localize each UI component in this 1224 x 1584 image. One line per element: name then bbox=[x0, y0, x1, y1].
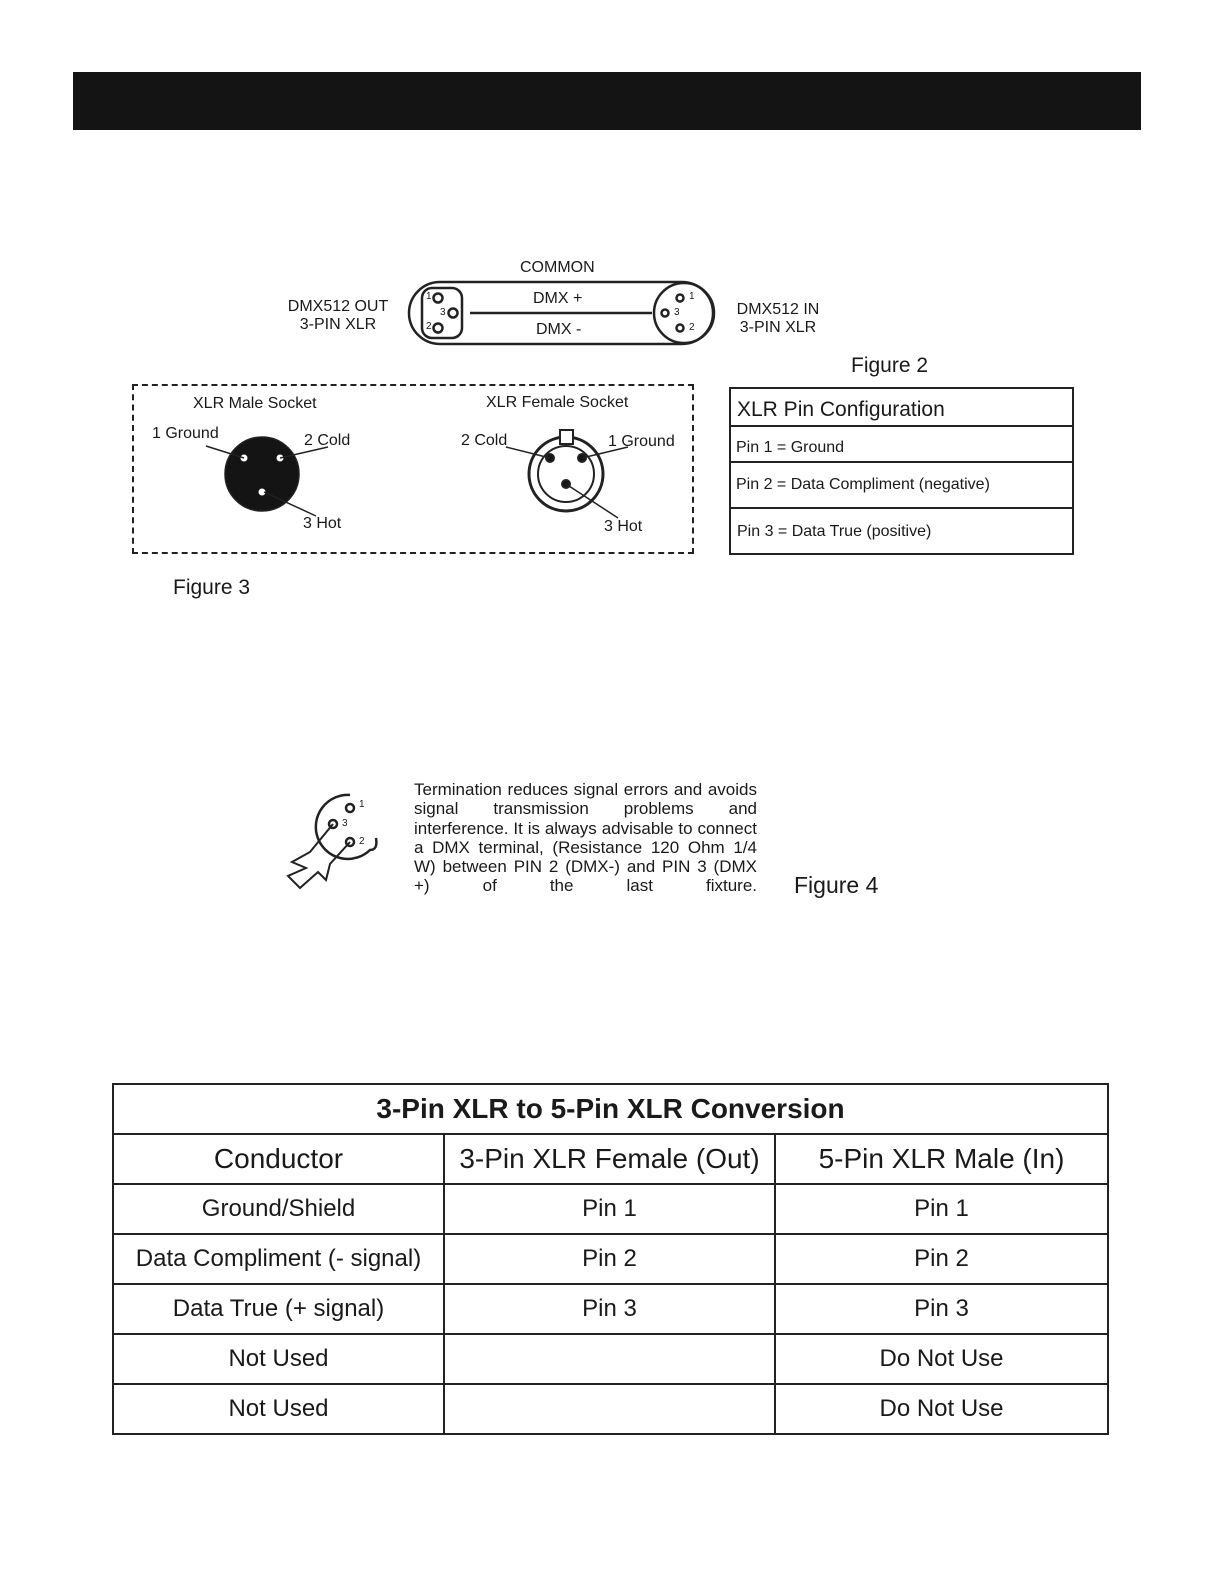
table-row bbox=[113, 1384, 1108, 1434]
pin-config-row-text: Pin 3 = Data True (positive) bbox=[737, 523, 932, 540]
pin-config-title: XLR Pin Configuration bbox=[737, 398, 945, 421]
table-cell: Pin 1 bbox=[444, 1184, 775, 1234]
in-pin-1 bbox=[677, 295, 684, 302]
dmx-out-line1: DMX512 OUT bbox=[287, 298, 389, 315]
female-hot-label: 3 Hot bbox=[604, 518, 643, 535]
terminator-pin-1 bbox=[346, 804, 354, 812]
table-cell: Pin 1 bbox=[775, 1184, 1108, 1234]
terminator-pin-2-label: 2 bbox=[359, 836, 365, 847]
table-cell: Do Not Use bbox=[775, 1334, 1108, 1384]
dmx-in-line2: 3-PIN XLR bbox=[739, 319, 817, 336]
female-ground-label: 1 Ground bbox=[608, 433, 675, 450]
terminator-pin-3-label: 3 bbox=[342, 818, 348, 829]
figure-4-caption: Figure 4 bbox=[794, 872, 879, 898]
table-cell bbox=[444, 1334, 775, 1384]
dmx-in-line1: DMX512 IN bbox=[736, 301, 820, 318]
pin-config-row bbox=[731, 427, 1072, 463]
male-cold-label: 2 Cold bbox=[304, 432, 351, 449]
in-pin-1-label: 1 bbox=[689, 291, 695, 302]
conversion-header-row bbox=[113, 1134, 1108, 1184]
xlr-pin-config-table bbox=[729, 387, 1074, 555]
in-pin-2-label: 2 bbox=[689, 322, 695, 333]
pin-config-row-text: Pin 2 = Data Compliment (negative) bbox=[736, 476, 990, 493]
table-cell: Pin 3 bbox=[444, 1284, 775, 1334]
figure-2-caption: Figure 2 bbox=[851, 354, 929, 377]
out-pin-2-label: 2 bbox=[426, 321, 432, 332]
table-cell: Pin 2 bbox=[775, 1234, 1108, 1284]
male-ground-label: 1 Ground bbox=[152, 425, 219, 442]
table-row bbox=[113, 1184, 1108, 1234]
female-socket-title: XLR Female Socket bbox=[486, 394, 629, 411]
dmx-out-line2: 3-PIN XLR bbox=[299, 316, 377, 333]
in-pin-3 bbox=[662, 310, 669, 317]
table-cell: Pin 2 bbox=[444, 1234, 775, 1284]
in-pin-2 bbox=[677, 325, 684, 332]
in-connector bbox=[654, 283, 714, 343]
column-header: 5-Pin XLR Male (In) bbox=[775, 1134, 1108, 1184]
table-cell: Not Used bbox=[113, 1334, 444, 1384]
figure-3-caption: Figure 3 bbox=[173, 576, 251, 599]
table-row bbox=[113, 1334, 1108, 1384]
male-hot-label: 3 Hot bbox=[303, 515, 342, 532]
dmx-minus-label: DMX - bbox=[536, 321, 582, 338]
table-cell bbox=[444, 1384, 775, 1434]
termination-description: Termination reduces signal errors and avoids signal transmission problems and interference. It is always advisable to connect a DMX terminal, (Resistance 120 Ohm 1/4 W) between PIN 2 (DMX-) and PIN 3 (DMX +) of the last fixture. bbox=[414, 780, 757, 896]
out-pin-1-label: 1 bbox=[426, 291, 432, 302]
column-header: 3-Pin XLR Female (Out) bbox=[444, 1134, 775, 1184]
dmx-in-label bbox=[728, 301, 828, 337]
table-row bbox=[113, 1284, 1108, 1334]
out-pin-3-label: 3 bbox=[440, 307, 446, 318]
female-cold-label: 2 Cold bbox=[461, 432, 508, 449]
terminator-pin-1-label: 1 bbox=[359, 799, 365, 810]
pin-config-row bbox=[731, 463, 1072, 509]
out-pin-3 bbox=[449, 309, 458, 318]
resistor-lead bbox=[288, 824, 350, 888]
xlr-conversion-table bbox=[112, 1083, 1109, 1435]
table-cell: Data Compliment (- signal) bbox=[113, 1234, 444, 1284]
dmx-plus-label: DMX + bbox=[533, 290, 583, 307]
table-cell: Pin 3 bbox=[775, 1284, 1108, 1334]
pin-config-row-text: Pin 1 = Ground bbox=[736, 439, 845, 456]
out-pin-1 bbox=[434, 294, 443, 303]
table-cell: Not Used bbox=[113, 1384, 444, 1434]
terminator-connector-illustration bbox=[270, 780, 390, 900]
table-cell: Data True (+ signal) bbox=[113, 1284, 444, 1334]
conversion-table-title: 3-Pin XLR to 5-Pin XLR Conversion bbox=[113, 1084, 1108, 1134]
table-cell: Do Not Use bbox=[775, 1384, 1108, 1434]
male-socket-title: XLR Male Socket bbox=[193, 395, 317, 412]
in-pin-3-label: 3 bbox=[674, 307, 680, 318]
column-header: Conductor bbox=[113, 1134, 444, 1184]
common-label: COMMON bbox=[520, 259, 595, 276]
table-cell: Ground/Shield bbox=[113, 1184, 444, 1234]
pin-config-row bbox=[731, 509, 1072, 553]
table-row bbox=[113, 1234, 1108, 1284]
dmx-out-label bbox=[282, 298, 394, 334]
pin-config-title-row bbox=[731, 389, 1072, 427]
out-pin-2 bbox=[434, 324, 443, 333]
